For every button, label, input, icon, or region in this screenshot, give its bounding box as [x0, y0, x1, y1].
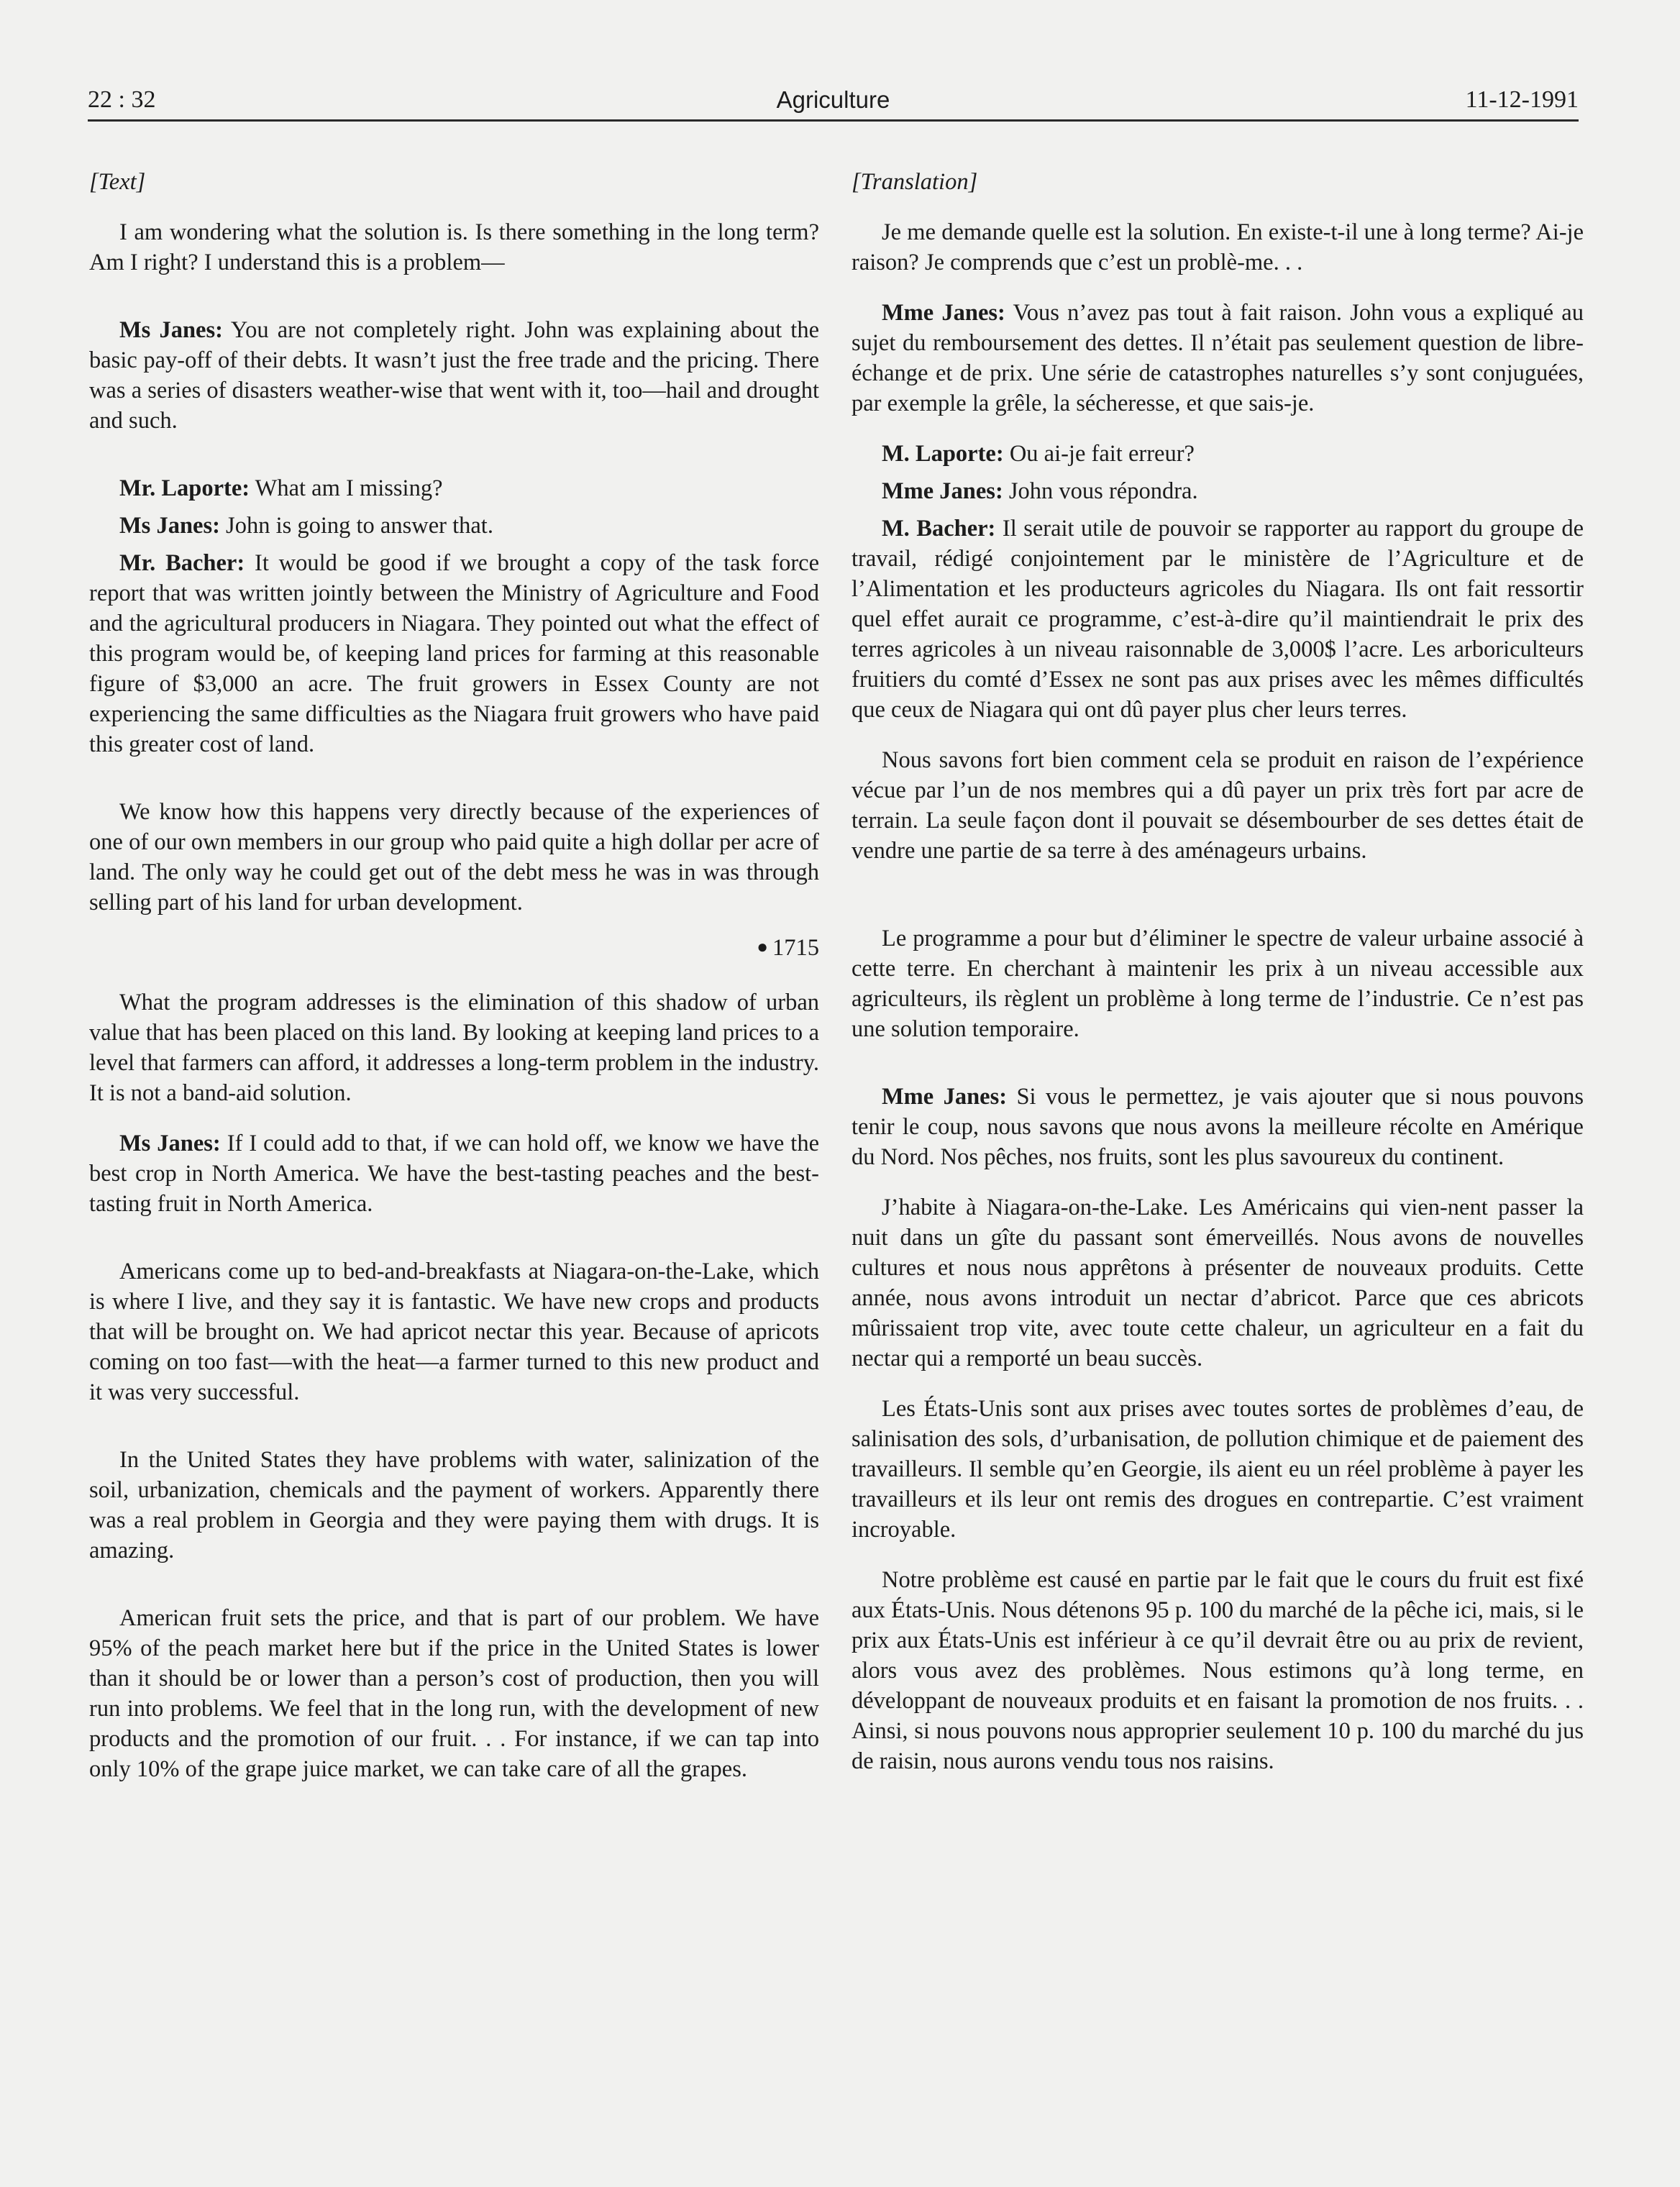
speaker-name: Mr. Laporte: — [119, 475, 250, 501]
paragraph: Mme Janes: John vous répondra. — [882, 478, 1198, 504]
paragraph: Je me demande quelle est la solution. En existe-t-il une à long terme? Ai-je raison? Je comprends que c’est un problè-me. . . — [852, 219, 1584, 275]
language-label: [Text] — [89, 169, 146, 195]
timestamp: ● 1715 — [757, 935, 819, 961]
paragraph: Mr. Laporte: What am I missing? — [119, 475, 443, 501]
speaker-name: M. Laporte: — [882, 441, 1004, 467]
page-reference: 22 : 32 — [88, 86, 156, 113]
paragraph: Notre problème est causé en partie par le fait que le cours du fruit est fixé aux États-Unis. Nous détenons 95 p. 100 du marché de la pêche ici, mais, si le prix aux États-Unis est inférieur à ce qu’il devrait être ou au prix de revient, alors vous avez des problèmes. Nous estimons qu’à long terme, en développant de nouveaux produits et en faisant la promotion de nos fruits. . . Ainsi, si nous pouvons nous approprier seulement 10 p. 100 du marché du jus de raisin, nous aurons vendu tous nos raisins. — [852, 1567, 1584, 1774]
paragraph: Le programme a pour but d’éliminer le spectre de valeur urbaine associé à cette terre. En cherchant à maintenir les prix à un niveau accessible aux agriculteurs, ils règlent un problème à long terme de l’industrie. Ce n’est pas une solution temporaire. — [852, 926, 1584, 1042]
paragraph: Nous savons fort bien comment cela se produit en raison de l’expérience vécue par l’un de nos membres qui a dû payer un prix très fort par acre de terrain. La seule façon dont il pouvait se désembourber de ses dettes était de vendre une partie de sa terre à des aménageurs urbains. — [852, 747, 1584, 864]
paragraph: J’habite à Niagara-on-the-Lake. Les Américains qui vien-nent passer la nuit dans un gîte du passant sont émerveillés. Nous avons de nouvelles cultures et nous nous apprêtons à présenter de nouveaux produits. Cette année, nous avons introduit un nectar d’abricot. Parce que ces abricots mûrissaient trop vite, avec toute cette chaleur, un agriculteur en a fait du nectar qui a remporté un beau succès. — [852, 1195, 1584, 1371]
english-column — [89, 167, 819, 1784]
paragraph: M. Laporte: Ou ai-je fait erreur? — [882, 441, 1195, 467]
page-date: 11-12-1991 — [1465, 86, 1579, 113]
paragraph: M. Bacher: Il serait utile de pouvoir se rapporter au rapport du groupe de travail, rédigé conjointement par le ministère de l’Agriculture et de l’Alimentation et les producteurs agricoles du Niagara. Ils ont fait ressortir quel effet aurait ce programme, c’est-à-dire qu’il maintiendrait le prix des terres agricoles à un niveau raisonnable de 3,000$ l’acre. Les arboriculteurs fruitiers du comté d’Essex ne sont pas aux prises avec les mêmes difficultés que ceux de Niagara qui ont dû payer plus cher leurs terres. — [852, 516, 1584, 723]
speaker-name: M. Bacher: — [882, 516, 996, 542]
paragraph: What the program addresses is the elimination of this shadow of urban value that has been placed on this land. By looking at keeping land prices to a level that farmers can afford, it addresses a long-term problem in the industry. It is not a band-aid solution. — [89, 990, 819, 1106]
paragraph: Mme Janes: Si vous le permettez, je vais ajouter que si nous pouvons tenir le coup, nous savons que nous avons la meilleure récolte en Amérique du Nord. Nos pêches, nos fruits, sont les plus savoureux du continent. — [852, 1084, 1584, 1170]
french-column — [852, 167, 1584, 1776]
paragraph: I am wondering what the solution is. Is there something in the long term? Am I right? I understand this is a problem— — [89, 219, 819, 275]
speaker-name: Mme Janes: — [882, 1084, 1008, 1110]
speaker-name: Ms Janes: — [119, 513, 220, 539]
speaker-name: Mme Janes: — [882, 478, 1003, 504]
paragraph: We know how this happens very directly because of the experiences of one of our own members in our group who paid quite a high dollar per acre of land. The only way he could get out of the debt mess he was in was through selling part of his land for urban development. — [89, 799, 819, 916]
page-header — [88, 79, 1579, 122]
paragraph: Mr. Bacher: It would be good if we brought a copy of the task force report that was written jointly between the Ministry of Agriculture and Food and the agricultural producers in Niagara. They pointed out what the effect of this program would be, of keeping land prices for farming at this reasonable figure of $3,000 an acre. The fruit growers in Essex County are not experiencing the same difficulties as the Niagara fruit growers who have paid this greater cost of land. — [89, 550, 820, 757]
language-label: [Translation] — [852, 169, 978, 195]
speaker-name: Ms Janes: — [119, 317, 223, 343]
paragraph: In the United States they have problems with water, salinization of the soil, urbanization, chemicals and the payment of workers. Apparently there was a real problem in Georgia and they were paying them with drugs. It is amazing. — [89, 1447, 819, 1563]
paragraph: American fruit sets the price, and that is part of our problem. We have 95% of the peach market here but if the price in the United States is lower than it should be or lower than a person’s cost of production, then you will run into problems. We feel that in the long run, with the development of new products and the promotion of our fruit. . . For instance, if we can tap into only 10% of the grape juice market, we can take care of all the grapes. — [89, 1605, 819, 1782]
paragraph: Ms Janes: You are not completely right. John was explaining about the basic pay-off of their debts. It wasn’t just the free trade and the pricing. There was a series of disasters weather-wise that went with it, too—hail and drought and such. — [89, 317, 819, 434]
speaker-name: Mme Janes: — [882, 300, 1005, 326]
bullet-icon: ● — [757, 936, 768, 957]
page-title: Agriculture — [776, 86, 890, 113]
paragraph: Ms Janes: If I could add to that, if we can hold off, we know we have the best crop in North America. We have the best-tasting peaches and the best-tasting fruit in North America. — [89, 1131, 820, 1217]
paragraph: Ms Janes: John is going to answer that. — [119, 513, 493, 539]
paragraph: Les États-Unis sont aux prises avec toutes sortes de problèmes d’eau, de salinisation des sols, d’urbanisation, de pollution chimique et de paiement des travailleurs. Il semble qu’en Georgie, ils aient eu un réel problème à payer les travailleurs et ils leur ont remis des drogues en contrepartie. C’est vraiment incroyable. — [852, 1396, 1584, 1543]
paragraph: Mme Janes: Vous n’avez pas tout à fait raison. John vous a expliqué au sujet du remboursement des dettes. Il n’était pas seulement question de libre-échange et de prix. Une série de catastrophes naturelles s’y sont conjuguées, par exemple la grêle, la sécheresse, et que sais-je. — [852, 300, 1584, 416]
speaker-name: Ms Janes: — [119, 1131, 221, 1156]
paragraph: Americans come up to bed-and-breakfasts at Niagara-on-the-Lake, which is where I live, and they say it is fantastic. We have new crops and products that will be brought on. We had apricot nectar this year. Because of apricots coming on too fast—with the heat—a farmer turned to this new product and it was very successful. — [89, 1259, 819, 1405]
speaker-name: Mr. Bacher: — [119, 550, 245, 576]
